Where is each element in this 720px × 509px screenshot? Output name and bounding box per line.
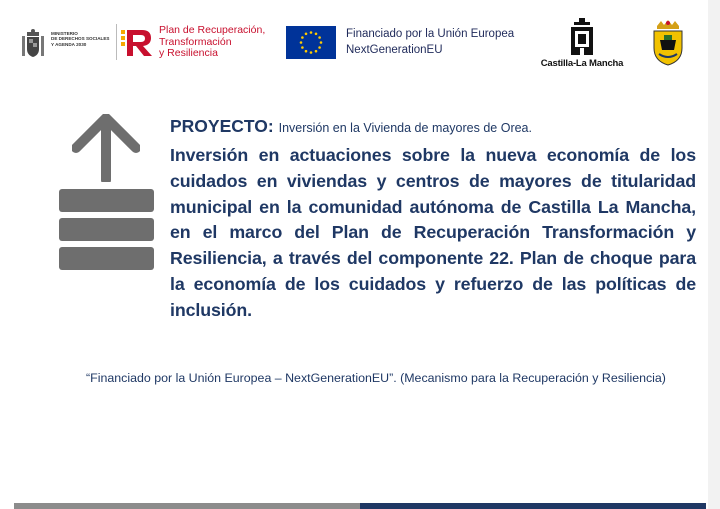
eu-funding-text: Financiado por la Unión Europea NextGenerationEU xyxy=(346,28,515,56)
stack-bar-bottom xyxy=(59,247,154,270)
project-heading xyxy=(170,116,700,137)
stack-bar-middle xyxy=(59,218,154,241)
project-description: Inversión en actuaciones sobre la nueva economía de los cuidados en viviendas y centros de mayores de titularidad municipal en la comunidad autónoma de Castilla La Mancha, en el marco del Plan de Recuperación Transformación y Resiliencia, a través del componente 22. Plan de choque para la economía de los cuidados y refuerzo de las políticas de inclusión. xyxy=(170,145,696,320)
funding-footer-note: “Financiado por la Unión Europea – NextGenerationEU”. (Mecanismo para la Recuperación y Resiliencia) xyxy=(86,371,666,385)
logo-divider xyxy=(116,24,117,60)
castle-icon xyxy=(568,18,596,56)
upload-arrow-icon xyxy=(72,114,140,182)
project-title: Inversión en la Vivienda de mayores de Orea. xyxy=(278,121,532,135)
orea-coat-of-arms-icon xyxy=(651,20,685,66)
castilla-la-mancha-logo xyxy=(536,18,628,70)
prtr-r-icon xyxy=(121,26,155,60)
eu-flag-icon xyxy=(286,26,336,59)
bottom-bar-gray xyxy=(14,503,360,509)
prtr-name: Plan de Recuperación, Transformación y Resiliencia xyxy=(159,24,266,59)
stack-bar-top xyxy=(59,189,154,212)
project-label: PROYECTO: xyxy=(170,116,274,136)
bottom-bar-navy xyxy=(360,503,706,509)
region-name: Castilla-La Mancha xyxy=(540,58,624,69)
ministry-name: MINISTERIO DE DERECHOS SOCIALES Y AGENDA 2030 xyxy=(51,31,110,47)
ministry-logo xyxy=(20,28,110,62)
spain-coat-of-arms-icon xyxy=(20,28,46,60)
prtr-logo xyxy=(121,24,271,60)
page-edge-shadow xyxy=(708,0,720,509)
